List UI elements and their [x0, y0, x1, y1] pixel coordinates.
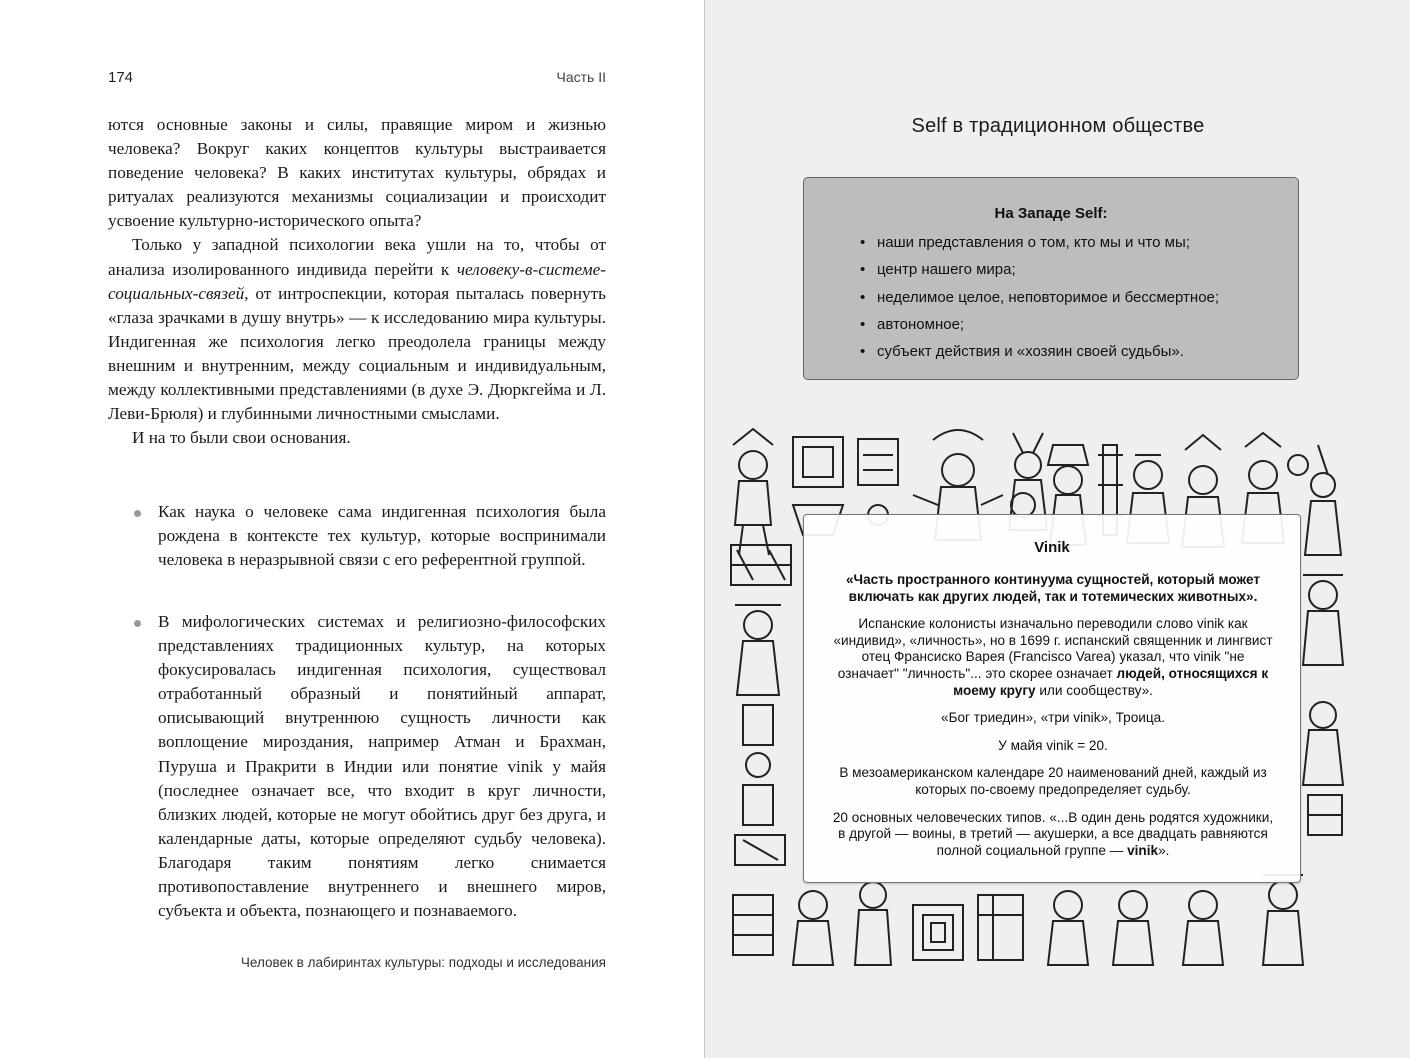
bullet-text: В мифологических системах и религиозно-философских представлениях традиционных культур, на которых фокусировалась индигенная психология, существовал отработанный образный и понятийный аппарат, описывающий внутреннюю сущность личности как воплощение мироздания, например Атман и Брахман, Пуруша и Пракрити в Индии или понятие vinik у майя (последнее означает все, что входит в круг личности, близких людей, которые не могут обойтись друг без друга, и календарные даты, которые определяют судьбу человека). Благодаря таким понятиям легко снимается противопоставление внутреннего и внешнего миров, субъекта и объекта, познающего и познаваемого.: [158, 612, 606, 921]
west-box-item: • неделимое целое, неповторимое и бессмертное;: [860, 284, 1219, 311]
page-footer: Человек в лабиринтах культуры: подходы и исследования: [240, 955, 606, 970]
paragraph-2-start: Только у западной психологии века ушли на то, чтобы от анализа изолированного индивида перейти к: [108, 235, 606, 279]
west-box-item: • наши представления о том, кто мы и что мы;: [860, 229, 1219, 256]
right-page: [704, 0, 1410, 1058]
sidebar-title: Self в традиционном обществе: [911, 115, 1205, 137]
paragraph-3: И на то были свои основания.: [132, 428, 351, 448]
vinik-heading: Vinik: [1034, 539, 1070, 556]
west-box-item: • автономное;: [860, 311, 1219, 338]
bullet-list-1: [134, 500, 606, 572]
vinik-paragraph: [830, 810, 1276, 860]
vinik-p5-start: 20 основных человеческих типов. «...В один день родятся художники, в другой — воины, в третий — акушерки, а все двадцать равняются полной социальной группе —: [832, 809, 1274, 858]
west-self-box: [803, 177, 1299, 380]
vinik-p1-bold: людей, относящихся к моему кругу: [953, 665, 1269, 698]
running-head: Часть II: [556, 69, 606, 85]
bullet-item: [134, 500, 606, 572]
left-page: [0, 0, 704, 1058]
vinik-p1-start: Испанские колонисты изначально переводили слово vinik как «индивид», «личность», но в 1699 г. испанский священник и лингвист отец Франсиско Варея (Francisco Varea) указал, что vinik "не означает" "личность"... это скорее означает: [833, 616, 1273, 681]
vinik-box: [803, 514, 1301, 883]
vinik-paragraph: «Бог триедин», «три vinik», Троица.: [941, 710, 1165, 726]
vinik-p5-end: ».: [1158, 842, 1170, 858]
bullet-list-2: [134, 610, 606, 923]
vinik-p1-end: или сообществу».: [1035, 682, 1153, 698]
bullet-item: [134, 610, 606, 923]
vinik-p5-bold: vinik: [1127, 842, 1159, 858]
page-number: 174: [108, 69, 134, 86]
west-box-heading: На Западе Self:: [994, 205, 1108, 222]
body-text: [108, 113, 606, 450]
paragraph-1: ются основные законы и силы, правящие миром и жизнью человека? Вокруг каких концептов культуры выстраивается поведение человека? В каких институтах культуры, обрядах и ритуалах реализуются механизмы социализации и происходит усвоение культурно-исторического опыта?: [108, 115, 606, 231]
paragraph-2: [108, 233, 606, 426]
west-box-item: • субъект действия и «хозяин своей судьбы».: [860, 338, 1219, 365]
codex-figure-top-1: [733, 429, 773, 555]
vinik-paragraph: В мезоамериканском календаре 20 наименований дней, каждый из которых по-своему предопределяет судьбу.: [839, 765, 1267, 797]
bullet-dot: [134, 510, 141, 517]
vinik-paragraph: У майя vinik = 20.: [998, 737, 1108, 753]
west-box-list: [860, 229, 1219, 365]
vinik-paragraph: [830, 616, 1276, 699]
paragraph-2-italic-term: человеку-в-системе-социальных-связей: [108, 259, 606, 303]
bullet-dot: [134, 620, 141, 627]
vinik-body: [830, 572, 1276, 870]
paragraph-2-end: , от интроспекции, которая пыталась повернуть «глаза зрачками в душу внутрь» — к исследованию мира культуры. Индигенная же психология легко преодолела границы между внешним и внутренним, между социальным и индивидуальным, между коллективными представлениями (в духе Э. Дюркгейма и Л. Леви-Брюля) и глубинными личностными смыслами.: [108, 283, 606, 424]
west-box-item: • центр нашего мира;: [860, 256, 1219, 283]
vinik-quote: «Часть пространного континуума сущностей, который может включать как других людей, так и тотемических животных».: [845, 572, 1261, 604]
bullet-text: Как наука о человеке сама индигенная психология была рождена в контексте тех культур, которые воспринимали человека в неразрывной связи с его референтной группой.: [158, 502, 606, 570]
